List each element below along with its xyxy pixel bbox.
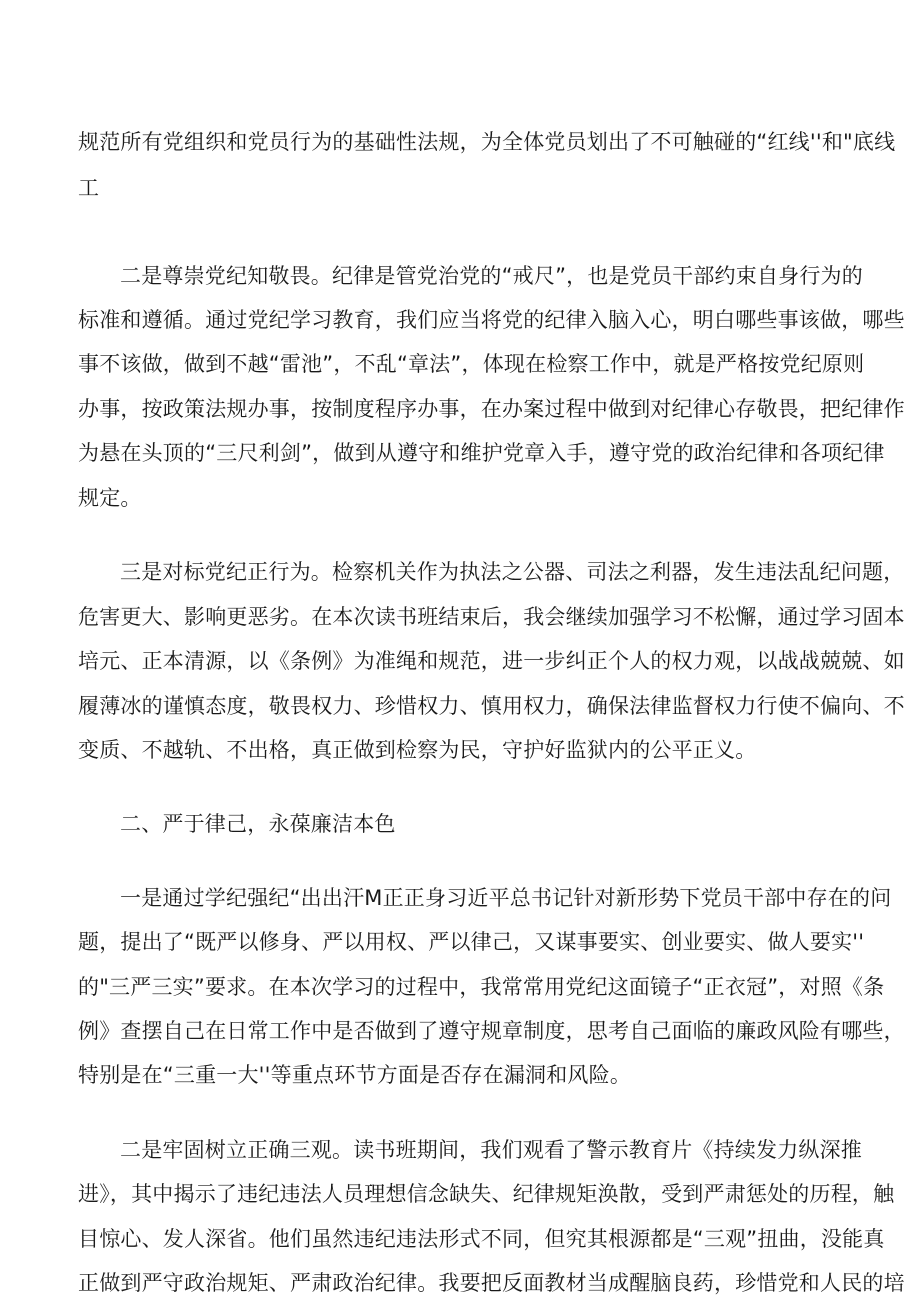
paragraph-2-line-5: 为悬在头顶的“三尺利剑”，做到从遵守和维护党章入手，遵守党的政治纪律和各项纪律 <box>78 441 885 465</box>
paragraph-5-line-4: 正做到严守政治规矩、严肃政治纪律。我要把反面教材当成醒脑良药，珍惜党和人民的培 <box>78 1271 905 1295</box>
paragraph-5-line-2: 进》，其中揭示了违纪违法人员理想信念缺失、纪律规矩涣散，受到严肃惩处的历程，触 <box>78 1182 895 1206</box>
paragraph-4-line-4: 例》查摆自己在日常工作中是否做到了遵守规章制度，思考自己面临的廉政风险有哪些， <box>78 1019 905 1043</box>
paragraph-4-line-2: 题，提出了“既严以修身、严以用权、严以律己，又谋事要实、创业要实、做人要实'' <box>78 930 865 954</box>
paragraph-5-line-3: 目惊心、发人深省。他们虽然违纪违法形式不同，但究其根源都是“三观”扭曲，没能真 <box>78 1227 885 1251</box>
paragraph-3-line-1: 三是对标党纪正行为。检察机关作为执法之公器、司法之利器，发生违法乱纪问题， <box>120 560 905 584</box>
paragraph-2-line-6: 规定。 <box>78 486 142 510</box>
paragraph-2-line-2: 标准和遵循。通过党纪学习教育，我们应当将党的纪律入脑入心，明白哪些事该做，哪些 <box>78 308 905 332</box>
paragraph-5-line-1: 二是牢固树立正确三观。读书班期间，我们观看了警示教育片《持续发力纵深推 <box>120 1138 862 1162</box>
paragraph-4-line-5: 特别是在“三重一大''等重点环节方面是否存在漏洞和风险。 <box>78 1063 632 1087</box>
paragraph-1-line-1: 规范所有党组织和党员行为的基础性法规，为全体党员划出了不可触碰的“红线''和"底线 <box>78 130 896 154</box>
paragraph-3-line-2: 危害更大、影响更恶劣。在本次读书班结束后，我会继续加强学习不松懈，通过学习固本 <box>78 605 905 629</box>
section-heading: 二、严于律己，永葆廉洁本色 <box>120 812 396 836</box>
paragraph-1-line-2: 工 <box>78 176 100 200</box>
paragraph-2-line-3: 事不该做，做到不越“雷池”，不乱“章法”，体现在检察工作中，就是严格按党纪原则 <box>78 352 865 376</box>
paragraph-3-line-3: 培元、正本清源，以《条例》为准绳和规范，进一步纠正个人的权力观，以战战兢兢、如 <box>78 649 905 673</box>
paragraph-3-line-4: 履薄冰的谨慎态度，敬畏权力、珍惜权力、慎用权力，确保法律监督权力行使不偏向、不 <box>78 694 905 718</box>
paragraph-2-line-1: 二是尊崇党纪知敬畏。纪律是管党治党的“戒尺”，也是党员干部约束自身行为的 <box>120 264 863 288</box>
paragraph-4-line-1: 一是通过学纪强纪“出出汗M正正身习近平总书记针对新形势下党员干部中存在的问 <box>120 886 892 910</box>
paragraph-2-line-4: 办事，按政策法规办事，按制度程序办事，在办案过程中做到对纪律心存敬畏，把纪律作 <box>78 397 905 421</box>
paragraph-4-line-3: 的"三严三实”要求。在本次学习的过程中，我常常用党纪这面镜子“正衣冠”，对照《条 <box>78 975 885 999</box>
paragraph-3-line-5: 变质、不越轨、不出格，真正做到检察为民，守护好监狱内的公平正义。 <box>78 738 757 762</box>
